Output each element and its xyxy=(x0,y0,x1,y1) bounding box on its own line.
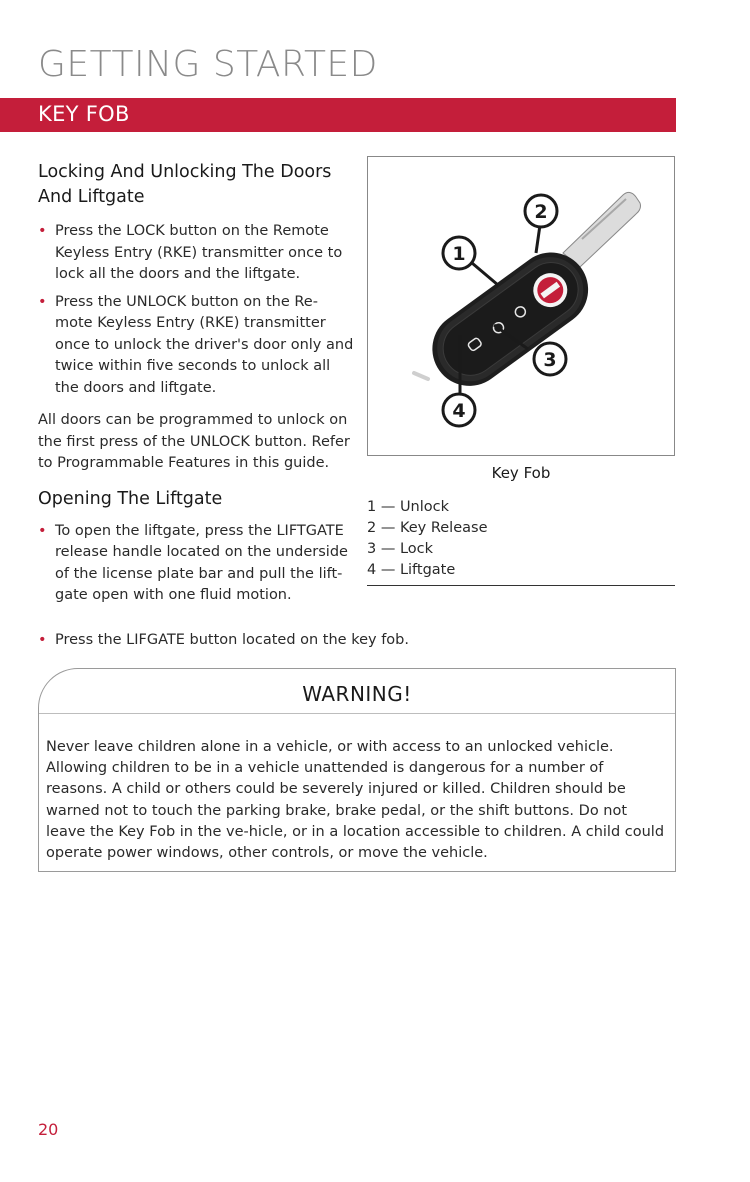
callout-1 xyxy=(443,237,475,269)
key-fob-illustration xyxy=(368,157,674,455)
legend-item: 1 — Unlock xyxy=(367,499,450,515)
left-column xyxy=(38,160,354,607)
figure-caption: Key Fob xyxy=(491,464,551,482)
figure-legend xyxy=(367,497,675,586)
banner-title: KEY FOB xyxy=(38,102,130,126)
callout-2-label: 2 xyxy=(534,201,548,223)
locking-heading: Locking And Unlocking The Doors And Liftgate xyxy=(38,162,332,207)
locking-paragraph: All doors can be programmed to unlock on the first press of the UNLOCK button. Refer to Programmable Features in this guide. xyxy=(38,412,350,471)
list-item: • Press the LIFGATE button located on the key fob. xyxy=(38,630,678,652)
callout-4-label: 4 xyxy=(452,400,466,422)
callout-3 xyxy=(534,343,566,375)
warning-box xyxy=(38,668,676,872)
callout-2 xyxy=(525,195,557,227)
key-fob-figure xyxy=(367,156,675,456)
locking-bullets xyxy=(38,221,354,399)
legend-item: 4 — Liftgate xyxy=(367,562,456,578)
warning-text: Never leave children alone in a vehicle, or with access to an unlocked vehicle. Allowing children to be in a vehicle unattended is dangerous for a number of reasons. A child or others could be severely injured or killed. Children should be warned not to touch the parking brake, brake pedal, or the shift buttons. Do not leave the Key Fob in the ve-hicle, or in a location accessible to children. A child could operate power windows, other controls, or move the vehicle. xyxy=(46,739,665,862)
liftgate-bullets-cont xyxy=(38,630,678,652)
warning-title: WARNING! xyxy=(39,669,675,714)
liftgate-bullets xyxy=(38,521,354,607)
callout-4 xyxy=(443,394,475,426)
list-item: • Press the LOCK button on the Remote Keyless Entry (RKE) transmitter once to lock all the doors and the liftgate. xyxy=(38,221,354,286)
legend-item: 3 — Lock xyxy=(367,541,434,557)
page-number: 20 xyxy=(38,1120,59,1139)
section-banner xyxy=(0,98,676,132)
callout-3-label: 3 xyxy=(543,349,557,371)
list-item: • Press the UNLOCK button on the Re-mote Keyless Entry (RKE) transmitter once to unlock the driver's door only and twice within five seconds to unlock all the doors and liftgate. xyxy=(38,292,354,400)
list-item: • To open the liftgate, press the LIFTGATE release handle located on the underside of the license plate bar and pull the lift-gate open with one fluid motion. xyxy=(38,521,354,607)
legend-item: 2 — Key Release xyxy=(367,520,488,536)
section-title: GETTING STARTED xyxy=(38,44,378,85)
liftgate-heading: Opening The Liftgate xyxy=(38,488,223,509)
key-blade xyxy=(563,192,641,267)
callout-1-label: 1 xyxy=(452,243,466,265)
